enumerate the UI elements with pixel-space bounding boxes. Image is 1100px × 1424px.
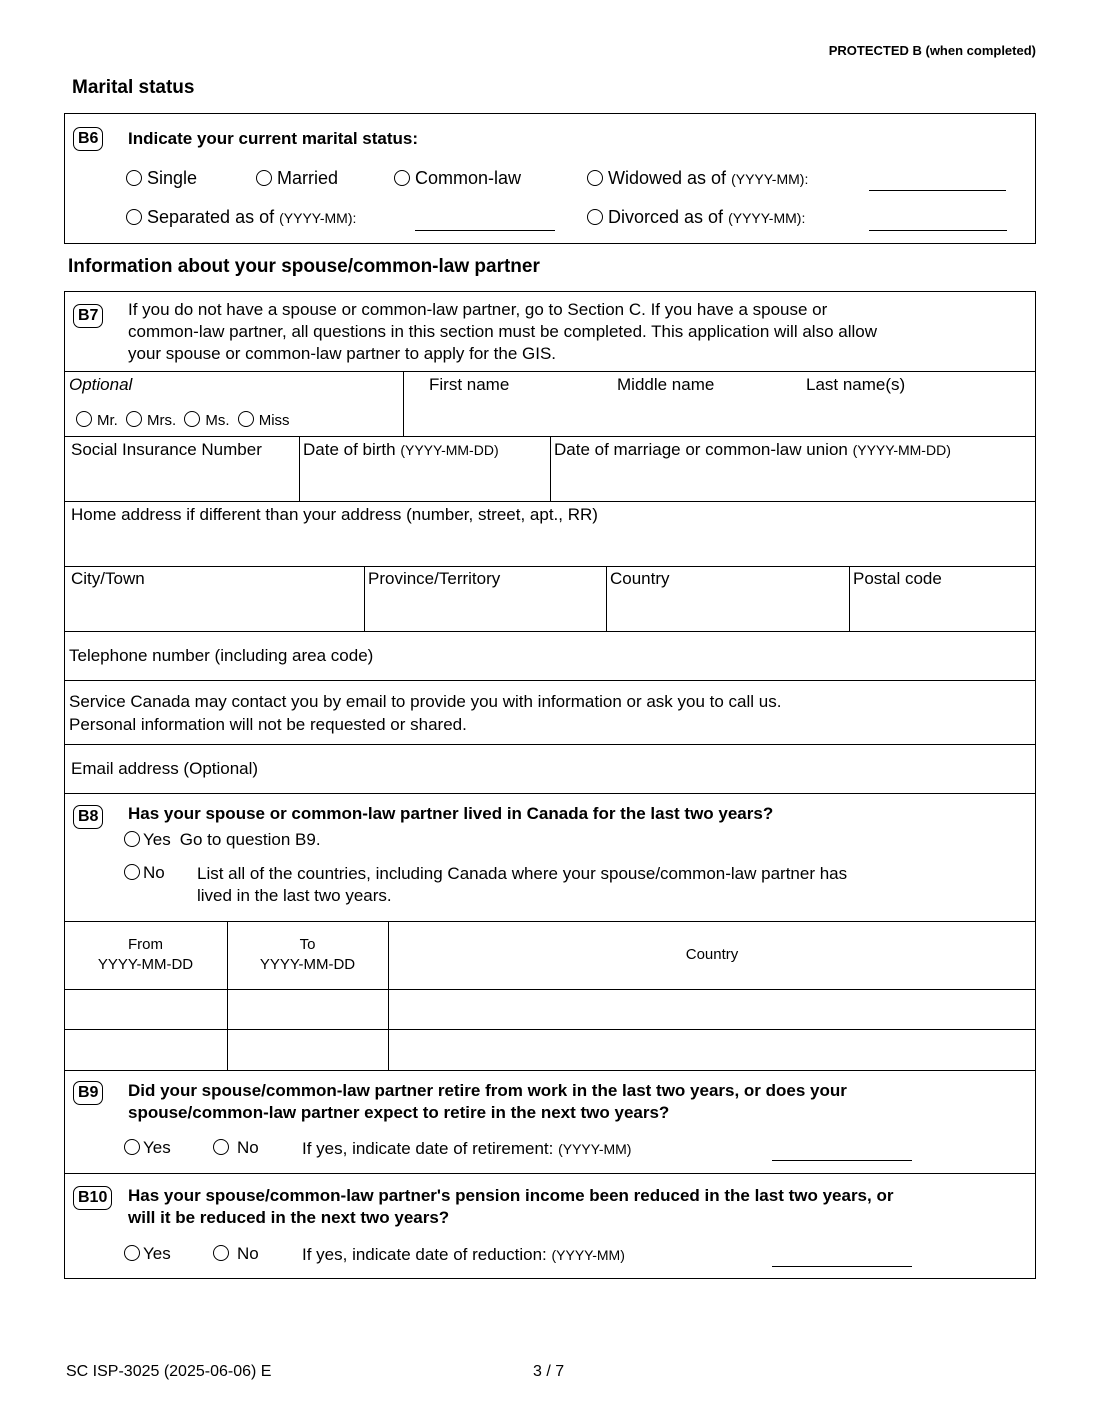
option-separated[interactable]: Separated as of (YYYY-MM): (126, 207, 356, 228)
option-widowed[interactable]: Widowed as of (YYYY-MM): (587, 168, 808, 189)
table-header-country: Country (685, 946, 739, 963)
sin-label: Social Insurance Number (71, 440, 262, 459)
title-miss[interactable]: Miss (238, 412, 290, 429)
b9-question: Did your spouse/common-law partner retire from work in the last two years, or does your spouse/common-law partner expect to retire in the next two years? (128, 1081, 847, 1122)
telephone-field[interactable] (420, 633, 1034, 678)
divider (64, 921, 1036, 922)
province-field[interactable] (366, 592, 604, 629)
postal-code-label: Postal code (853, 569, 942, 588)
divider (64, 744, 1036, 745)
marital-status-title: Marital status (72, 77, 195, 98)
marriage-date-label: Date of marriage or common-law union (YYYY-MM-DD) (554, 440, 951, 459)
radio-icon[interactable] (126, 411, 142, 427)
reduction-date-field[interactable] (772, 1266, 912, 1267)
home-address-field[interactable] (66, 528, 1034, 564)
radio-icon[interactable] (213, 1139, 229, 1155)
country-label: Country (610, 569, 670, 588)
title-ms[interactable]: Ms. (184, 412, 229, 429)
first-name-label: First name (429, 375, 510, 394)
divider (64, 1070, 1036, 1071)
radio-icon[interactable] (126, 209, 142, 225)
email-label: Email address (Optional) (71, 759, 259, 778)
middle-name-label: Middle name (617, 375, 715, 394)
last-name-label: Last name(s) (806, 375, 906, 394)
optional-label: Optional (69, 375, 133, 394)
divorced-date-field[interactable] (869, 230, 1007, 231)
radio-icon[interactable] (256, 170, 272, 186)
divider (64, 631, 1036, 632)
b10-no-option[interactable]: No (213, 1244, 259, 1264)
b7-instructions: If you do not have a spouse or common-law partner, go to Section C. If you have a spouse or common-law partner, all questions in this section must be completed. This application will also allow your spouse or common-law partner to apply for the GIS. (128, 300, 877, 363)
radio-icon[interactable] (76, 411, 92, 427)
row2-to-field[interactable] (229, 1031, 386, 1068)
widowed-date-field[interactable] (869, 190, 1006, 191)
divider (64, 680, 1036, 681)
b8-no-instructions: List all of the countries, including Canada where your spouse/common-law partner has lived in the last two years. (197, 864, 848, 905)
row1-to-field[interactable] (229, 991, 386, 1028)
divider (606, 566, 607, 631)
row1-country-field[interactable] (390, 991, 1034, 1028)
retirement-date-field[interactable] (772, 1160, 912, 1161)
name-field[interactable] (405, 398, 1035, 435)
option-single[interactable]: Single (126, 168, 197, 189)
b9-no-option[interactable]: No (213, 1138, 259, 1158)
table-header-from: From YYYY-MM-DD (97, 936, 194, 973)
contact-note: Service Canada may contact you by email to provide you with information or ask you to call us. Personal information will not be requested or shared. (69, 692, 782, 734)
divider (403, 371, 404, 436)
form-id: SC ISP-3025 (2025-06-06) E (66, 1363, 272, 1380)
b6-question: Indicate your current marital status: (128, 129, 419, 148)
city-label: City/Town (71, 569, 145, 588)
b10-question: Has your spouse/common-law partner's pension income been reduced in the last two years, or will it be reduced in the next two years? (128, 1186, 894, 1227)
radio-icon[interactable] (238, 411, 254, 427)
b8-question: Has your spouse or common-law partner lived in Canada for the last two years? (128, 804, 774, 823)
option-common-law[interactable]: Common-law (394, 168, 521, 189)
email-field[interactable] (300, 746, 1034, 791)
divider (299, 436, 300, 501)
b8-no-option[interactable]: No (124, 863, 165, 883)
marriage-date-field[interactable] (552, 462, 1034, 500)
radio-icon[interactable] (587, 209, 603, 225)
city-field[interactable] (66, 592, 362, 629)
divider (227, 921, 228, 1070)
b10-reduction-date-label: If yes, indicate date of reduction: (YYYY-MM) (302, 1245, 625, 1264)
b6-label: B6 (73, 127, 103, 151)
divider (849, 566, 850, 631)
divider (64, 989, 1036, 990)
spouse-section-title: Information about your spouse/common-law partner (68, 256, 540, 277)
title-options (76, 411, 290, 429)
radio-icon[interactable] (126, 170, 142, 186)
divider (64, 1029, 1036, 1030)
option-divorced[interactable]: Divorced as of (YYYY-MM): (587, 207, 805, 228)
divider (364, 566, 365, 631)
b9-label: B9 (73, 1081, 103, 1105)
b10-label: B10 (73, 1186, 112, 1210)
b8-yes-option[interactable]: Yes Go to question B9. (124, 830, 321, 850)
table-header-to: To YYYY-MM-DD (259, 936, 356, 973)
sin-field[interactable] (66, 462, 298, 500)
divider (64, 371, 1036, 372)
b8-label: B8 (73, 805, 103, 829)
telephone-label: Telephone number (including area code) (69, 646, 374, 665)
radio-icon[interactable] (213, 1245, 229, 1261)
radio-icon[interactable] (124, 1245, 140, 1261)
radio-icon[interactable] (394, 170, 410, 186)
title-mr[interactable]: Mr. (76, 412, 118, 429)
protected-notice: PROTECTED B (when completed) (828, 43, 1036, 58)
radio-icon[interactable] (124, 1139, 140, 1155)
divider (388, 921, 389, 1070)
dob-label: Date of birth (YYYY-MM-DD) (303, 440, 499, 459)
country-field[interactable] (608, 592, 847, 629)
option-married[interactable]: Married (256, 168, 338, 189)
divider (64, 566, 1036, 567)
divider (64, 1173, 1036, 1174)
radio-icon[interactable] (124, 864, 140, 880)
title-mrs[interactable]: Mrs. (126, 412, 176, 429)
radio-icon[interactable] (124, 831, 140, 847)
dob-field[interactable] (301, 462, 548, 500)
b9-retirement-date-label: If yes, indicate date of retirement: (YYYY-MM) (302, 1139, 632, 1158)
row1-from-field[interactable] (66, 991, 225, 1028)
b10-yes-option[interactable]: Yes (124, 1244, 171, 1264)
radio-icon[interactable] (184, 411, 200, 427)
divider (64, 501, 1036, 502)
home-address-label: Home address if different than your address (number, street, apt., RR) (71, 505, 598, 524)
divider (64, 793, 1036, 794)
radio-icon[interactable] (587, 170, 603, 186)
page-number: 3 / 7 (533, 1363, 565, 1380)
row2-country-field[interactable] (390, 1031, 1034, 1068)
province-label: Province/Territory (368, 569, 501, 588)
divider (550, 436, 551, 501)
postal-code-field[interactable] (851, 592, 1034, 629)
separated-date-field[interactable] (415, 230, 555, 231)
b7-label: B7 (73, 304, 103, 328)
row2-from-field[interactable] (66, 1031, 225, 1068)
b9-yes-option[interactable]: Yes (124, 1138, 171, 1158)
